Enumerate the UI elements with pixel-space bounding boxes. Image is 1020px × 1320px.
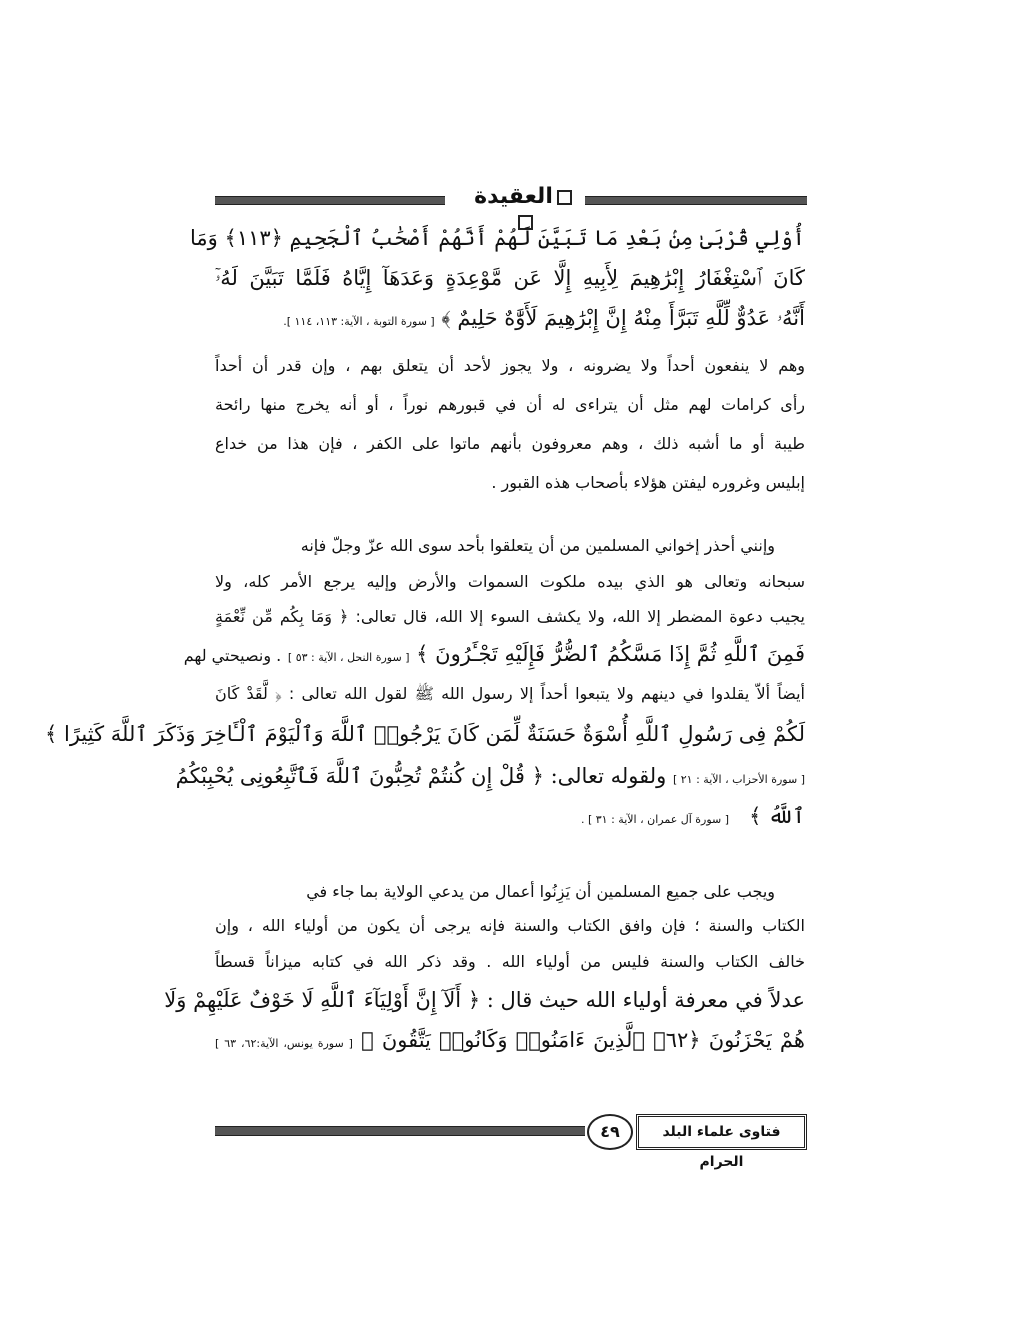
paragraph-line: وهم لا ينفعون أحداً ولا يضرونه ، ولا يجوز لأحد أن يتعلق بهم ، وإن قدر أن أحداً: [215, 356, 805, 375]
page-number: ٤٩: [587, 1114, 633, 1150]
quran-text: ولقوله تعالى: ﴿ قُلْ إِن كُنتُمْ تُحِبُّونَ ٱللَّهَ فَٱتَّبِعُونِى يُحْبِبْكُمُ: [175, 764, 667, 788]
book-title: فتاوى علماء البلد الحرام: [636, 1114, 807, 1150]
citation: [ سورة التوبة ، الآية: ١١٣، ١١٤ ].: [283, 315, 435, 328]
chapter-title-text: العقيدة: [474, 184, 553, 209]
square-ornament-icon: [557, 190, 572, 205]
quran-text: فَمِنَ ٱللَّهِ ثُمَّ إِذَا مَسَّكُمُ ٱلضُّرُّ فَإِلَيْهِ تَجْـَٔرُونَ ﴾: [416, 642, 805, 666]
citation: [ سورة آل عمران ، الآية : ٣١ ] .: [580, 813, 730, 826]
paragraph-line: أيضاً ألاّ يقلدوا في دينهم ولا يتبعوا أحداً إلا رسول الله ﷺ لقول الله تعالى : ﴿ لَّقَدْ كَانَ: [215, 684, 805, 703]
citation: [ سورة النحل ، الآية : ٥٣ ]: [287, 651, 410, 664]
quran-line: لَكُمْ فِى رَسُولِ ٱللَّهِ أُسْوَةٌ حَسَنَةٌ لِّمَن كَانَ يَرْجُوا۟ ٱللَّهَ وَٱلْيَوْمَ ٱلْـَٔاخِرَ وَذَكَرَ ٱللَّهَ كَثِيرًا ﴾: [45, 722, 805, 746]
quran-line: [215, 1028, 805, 1052]
footer-rule: [215, 1126, 585, 1136]
paragraph-line: إبليس وغروره ليفتن هؤلاء بأصحاب هذه القبور .: [491, 473, 805, 492]
quran-line: [215, 804, 805, 828]
paragraph-text: . ونصيحتي لهم: [183, 646, 282, 665]
page-footer: [215, 1112, 807, 1170]
paragraph-line: ويجب على جميع المسلمين أن يَزِنُوا أعمال من يدعي الولاية بما جاء في: [306, 882, 775, 901]
quran-line: كَانَ ٱسْتِغْفَارُ إِبْرَٰهِيمَ لِأَبِيهِ إِلَّا عَن مَّوْعِدَةٍ وَعَدَهَآ إِيَّاهُ فَلَمَّا تَبَيَّنَ لَهُۥٓ: [215, 266, 805, 290]
header-rule-right: [585, 196, 807, 205]
quran-text: هُمْ يَحْزَنُونَ ﴿٦٢﴾ ٱلَّذِينَ ءَامَنُوا۟ وَكَانُوا۟ يَتَّقُونَ ﴾: [361, 1028, 805, 1052]
quran-text: ٱللَّهُ ﴾: [749, 804, 805, 828]
paragraph-line: سبحانه وتعالى هو الذي بيده ملكوت السموات والأرض وإليه يرجع الأمر كله، ولا: [215, 572, 805, 591]
paragraph-line: يجيب دعوة المضطر إلا الله، ولا يكشف السوء إلا الله، قال تعالى: ﴿ وَمَا بِكُم مِّن نِّعْمَةٍ: [215, 607, 805, 626]
quran-line: أُوْلِي قُرْبَىٰ مِنۢ بَعْدِ مَا تَبَيَّنَ لَهُمْ أَنَّهُمْ أَصْحَٰبُ ٱلْجَحِيمِ ﴿١١٣﴾ وَمَا: [190, 226, 805, 250]
quran-line: [215, 306, 805, 331]
paragraph-line: طيبة أو ما أشبه ذلك ، وهم معروفون بأنهم ماتوا على الكفر ، فإن هذا من خداع: [215, 434, 805, 453]
quran-line: عدلاً في معرفة أولياء الله حيث قال : ﴿ أَلَآ إِنَّ أَوْلِيَآءَ ٱللَّهِ لَا خَوْفٌ عَلَيْهِمْ وَلَا: [164, 988, 805, 1012]
paragraph-line: رأى كرامات لهم مثل أن يتراءى له أن في قبورهم نوراً ، أو أنه يخرج منها رائحة: [215, 395, 805, 414]
running-header: [215, 184, 807, 214]
paragraph-line: خالف الكتاب والسنة فليس من أولياء الله . وقد ذكر الله في كتابه ميزاناً قسطاً: [215, 952, 805, 971]
citation: [ سورة الأحزاب ، الآية : ٢١ ]: [672, 773, 805, 786]
quran-text: أَنَّهُۥ عَدُوٌّ لِّلَّهِ تَبَرَّأَ مِنْهُ إِنَّ إِبْرَٰهِيمَ لَأَوَّٰهٌ حَلِيمٌ ﴾: [441, 306, 805, 330]
quran-line: [183, 642, 805, 666]
paragraph-line: وإنني أحذر إخواني المسلمين من أن يتعلقوا بأحد سوى الله عزّ وجلّ فإنه: [300, 536, 775, 555]
quran-line: [175, 764, 805, 788]
citation: [ سورة يونس، الآية:٦٢، ٦٣ ]: [215, 1037, 353, 1050]
paragraph-line: الكتاب والسنة ؛ فإن وافق الكتاب والسنة فإنه يرجى أن يكون من أولياء الله ، وإن: [215, 916, 805, 935]
header-rule-left: [215, 196, 445, 205]
